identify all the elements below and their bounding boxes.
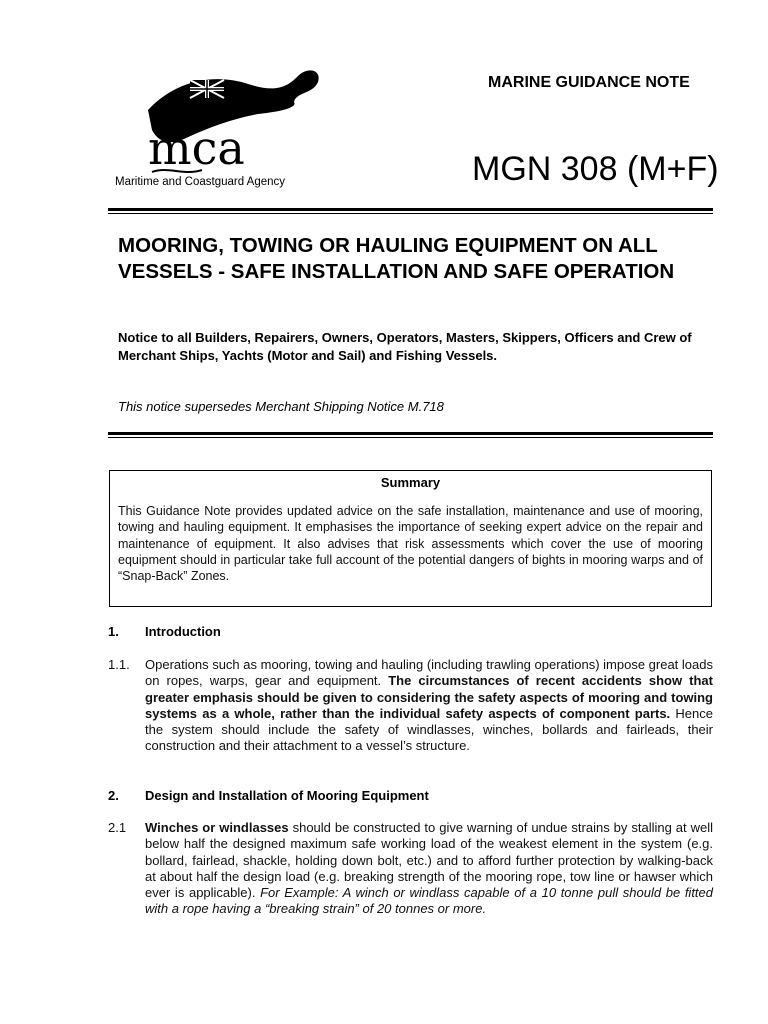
paragraph-2-1 [145, 820, 713, 918]
section-title-design-installation: Design and Installation of Mooring Equipment [145, 788, 429, 803]
doc-reference: MGN 308 (M+F) [472, 150, 719, 188]
paragraph-1-1 [145, 657, 713, 755]
summary-heading: Summary [380, 475, 441, 490]
paragraph-number: 2.1 [108, 820, 127, 835]
paragraph-text: Operations such as mooring, towing and hauling (including trawling operations) impose great loads on ropes, warps, gear and equipment. [145, 657, 713, 689]
middle-divider [108, 432, 713, 438]
paragraph-bold-text: The circumstances of recent accidents show that greater emphasis should be given to considering the safety aspects of mooring and towing systems as a whole, rather than the individual safety aspects of component parts. [145, 673, 713, 721]
doc-type: MARINE GUIDANCE NOTE [488, 74, 690, 91]
page-title: MOORING, TOWING OR HAULING EQUIPMENT ON ALL VESSELS - SAFE INSTALLATION AND SAFE OPERATION [118, 234, 675, 283]
supersedes-note: This notice supersedes Merchant Shipping Notice M.718 [118, 399, 444, 414]
summary-text: This Guidance Note provides updated advice on the safe installation, maintenance and use of mooring, towing and hauling equipment. It emphasises the importance of seeking expert advice on the repair and maintenance of equipment. It also advises that risk assessments which cover the use of mooring equipment should in particular take full account of the potential dangers of bights in mooring warps and of “Snap-Back” Zones. [118, 504, 703, 584]
paragraph-text: Hence the system should include the safety of windlasses, winches, bollards and fairleads, their construction and their attachment to a vessel’s structure. [145, 705, 713, 754]
section-title-introduction: Introduction [145, 624, 221, 639]
agency-name: Maritime and Coastguard Agency [115, 176, 286, 188]
section-number: 1. [108, 624, 119, 639]
top-divider [108, 208, 713, 214]
paragraph-italic-text: For Example: A winch or windlass capable of a 10 tonne pull should be fitted with a rope having a “breaking strain” of 20 tonnes or more. [145, 885, 713, 917]
summary-box [109, 470, 712, 607]
notice-audience: Notice to all Builders, Repairers, Owners, Operators, Masters, Skippers, Officers and Crew of Merchant Ships, Yachts (Motor and Sail) and Fishing Vessels. [118, 330, 692, 363]
paragraph-number: 1.1. [108, 657, 130, 672]
logo-text: mca [148, 121, 245, 175]
section-number: 2. [108, 788, 119, 803]
paragraph-bold-text: Winches or windlasses [145, 820, 289, 835]
paragraph-text: should be constructed to give warning of undue strains by stalling at well below half the designed maximum safe working load of the weakest element in the system (e.g. bollard, fairlead, shackle, holding down bolt, etc.) and to afford further protection by walking-back at about half the design load (e.g. breaking strength of the mooring rope, tow line or hawser which ever is applicable). [145, 820, 713, 901]
